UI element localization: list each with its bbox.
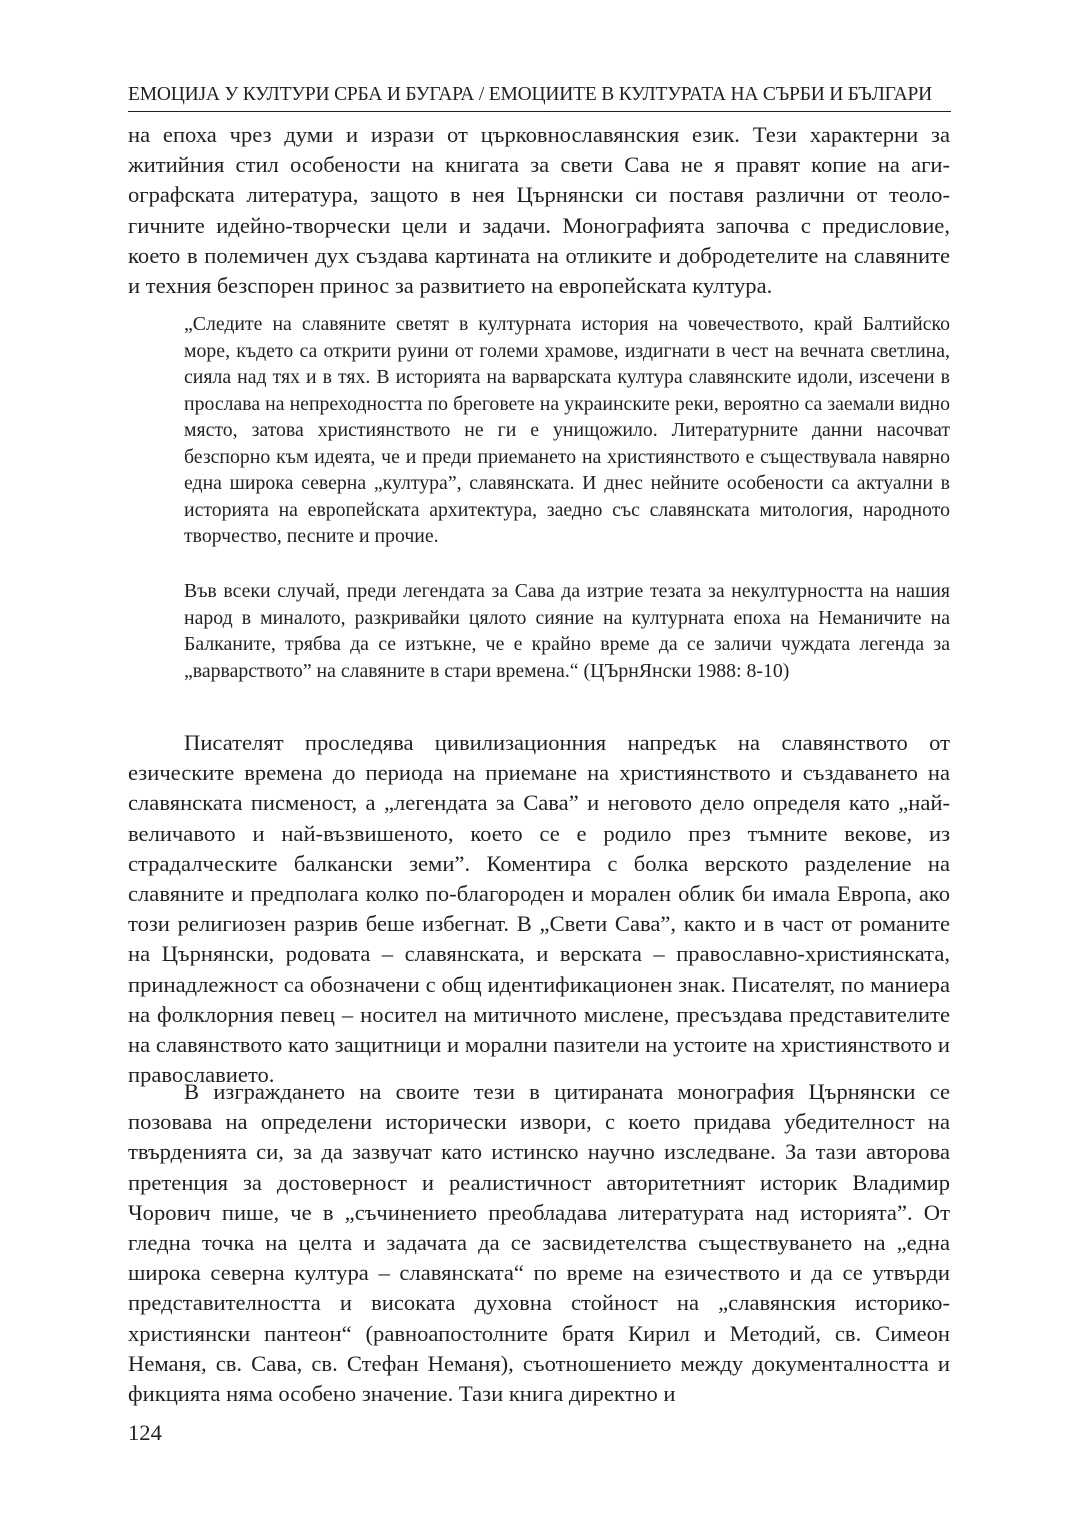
block-quote-1: „Следите на славяните светят в културната история на човечеството, край Балтийско море, където са открити руини от големи храмове, издигнати в чест на вечната светлина, сияла над тях и в тях. В историята на варварската култура славянските идоли, изсечени в прослава на непреходността по бреговете на украинските реки, вероятно са заемали видно място, затова християнството не ги е унищожило. Литературните данни насочват безспорно към идеята, че и преди приемането на християнството е съществувала навярно една широка северна „култура”, славянската. И днес нейните особености са актуални в историята на европейската архитектура, заедно със славянската митология, народното творчество, песните и прочие. [184,313,950,547]
body-paragraph-3: В изграждането на своите тези в цитираната монография Църнянски се позовава на определени исторически извори, с което придава убедителност на твърденията си, за да зазвучат като истинско научно изследване. За тази авторова претенция за достоверност и реалистичност авторитетният историк Владимир Чорович пише, че в „съчинението преобладава литературата над историята”. От гледна точка на целта и задачата да се засвидетелства съществуването на „една широка северна култура – славянската“ по време на езичеството и да се утвърди представителността и високата духовна стойност на „славянския историко-християнски пантеон“ (равноапостолните братя Кирил и Методий, св. Симеон Неманя, св. Сава, св. Стефан Неманя), съотношението между документалността и фикцията няма особено значение. Тази книга директно и [128,1079,950,1407]
body-paragraph-1: на епоха чрез думи и изрази от църковнославянския език. Тези характерни за житийния стил особености на книгата за свети Сава не я правят копие на агиографската литература, защото в нея Църнянски си поставя различни от теологичните идейно-творчески цели и задачи. Монографията започва с предисловие, което в полемичен дух създава картината на отликите и добродетелите на славяните и техния безспорен принос за развитието на европейската култура. [128,122,950,299]
running-header: ЕМОЦИЈА У КУЛТУРИ СРБА И БУГАРА / ЕМОЦИИТЕ В КУЛТУРАТА НА СЪРБИ И БЪЛГАРИ [128,84,933,105]
page-number: 124 [128,1420,162,1445]
block-quote-2: Във всеки случай, преди легендата за Сава да изтрие тезата за некултурността на нашия народ в миналото, разкривайки цялото сияние на културната епоха на Неманичите на Балканите, трябва да се изтъкне, че е крайно време да се заличи чуждата легенда за „варварството” на славяните в стари времена.“ (ЦЪрнЯнски 1988: 8-10) [184,580,950,682]
body-paragraph-2: Писателят проследява цивилизационния напредък на славянството от езическите времена до периода на приемане на християнството и създаването на славянската писменост, а „легендата за Сава” и неговото дело определя като „най-величавото и най-възвишеното, което се е родило през тъмните векове, из страдалческите балкански земи”. Коментира с болка верското разделение на славяните и предполага колко по-благороден и морален облик би имала Европа, ако този религиозен разрив беше избегнат. В „Свети Сава”, както и в част от романите на Църнянски, родовата – славянската, и верската – православно-християнската, принадлежност са обозначени с общ идентификационен знак. Писателят, по маниера на фолклорния певец – носител на митичното мислене, пресъздава представителите на славянството като защитници и морални пазители на устоите на християнството и православието. [128,730,950,1088]
header-rule [128,111,951,112]
